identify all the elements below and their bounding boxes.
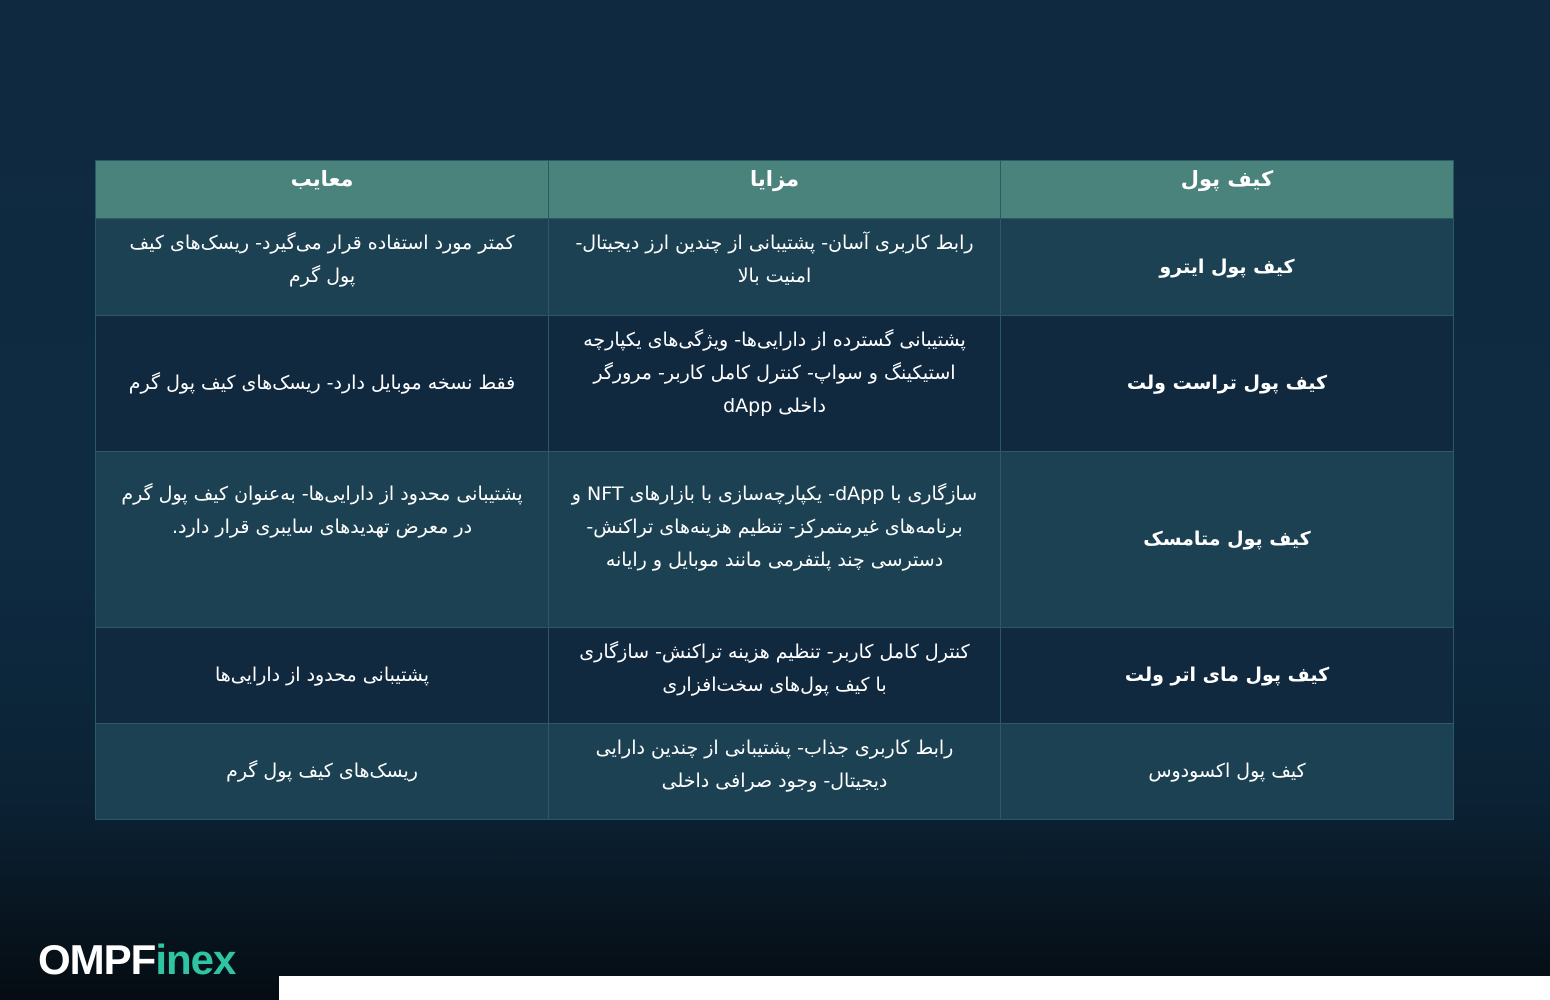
cons-cell: کمتر مورد استفاده قرار می‌گیرد- ریسک‌های کیف پول گرم (96, 219, 549, 316)
logo-text-part1: OMPF (38, 936, 156, 983)
wallet-name-cell: کیف پول تراست ولت (1001, 316, 1454, 452)
pros-cell: رابط کاربری جذاب- پشتیبانی از چندین دارایی دیجیتال- وجود صرافی داخلی (549, 724, 1001, 820)
wallet-name-cell: کیف پول اکسودوس (1001, 724, 1454, 820)
cons-cell: ریسک‌های کیف پول گرم (96, 724, 549, 820)
cons-cell: پشتیبانی محدود از دارایی‌ها (96, 628, 549, 724)
pros-cell: سازگاری با dApp- یکپارچه‌سازی با بازارهای NFT و برنامه‌های غیرمتمرکز- تنظیم هزینه‌های تراکنش- دسترسی چند پلتفرمی مانند موبایل و رایانه (549, 452, 1001, 628)
table-row (96, 452, 1454, 628)
table-row (96, 628, 1454, 724)
table-row (96, 316, 1454, 452)
wallet-name-cell: کیف پول ایترو (1001, 219, 1454, 316)
table-row (96, 219, 1454, 316)
table-header-row (96, 161, 1454, 219)
pros-cell: رابط کاربری آسان- پشتیبانی از چندین ارز دیجیتال- امنیت بالا (549, 219, 1001, 316)
cons-cell: فقط نسخه موبایل دارد- ریسک‌های کیف پول گرم (96, 316, 549, 452)
table-row (96, 724, 1454, 820)
wallet-name-cell: کیف پول مای اتر ولت (1001, 628, 1454, 724)
pros-cell: کنترل کامل کاربر- تنظیم هزینه تراکنش- سازگاری با کیف پول‌های سخت‌افزاری (549, 628, 1001, 724)
header-pros: مزایا (549, 161, 1001, 219)
ompfinex-logo (38, 936, 235, 984)
comparison-table-container (96, 160, 1454, 820)
wallet-comparison-table (95, 160, 1454, 820)
wallet-name-cell: کیف پول متامسک (1001, 452, 1454, 628)
pros-cell: پشتیبانی گسترده از دارایی‌ها- ویژگی‌های یکپارچه استیکینگ و سواپ- کنترل کامل کاربر- مرورگر داخلی dApp (549, 316, 1001, 452)
logo-text-part2: inex (155, 936, 236, 983)
cons-cell: پشتیبانی محدود از دارایی‌ها- به‌عنوان کیف پول گرم در معرض تهدیدهای سایبری قرار دارد. (96, 452, 549, 628)
header-cons: معایب (96, 161, 549, 219)
bottom-bar (279, 976, 1550, 1000)
header-wallet: کیف پول (1001, 161, 1454, 219)
